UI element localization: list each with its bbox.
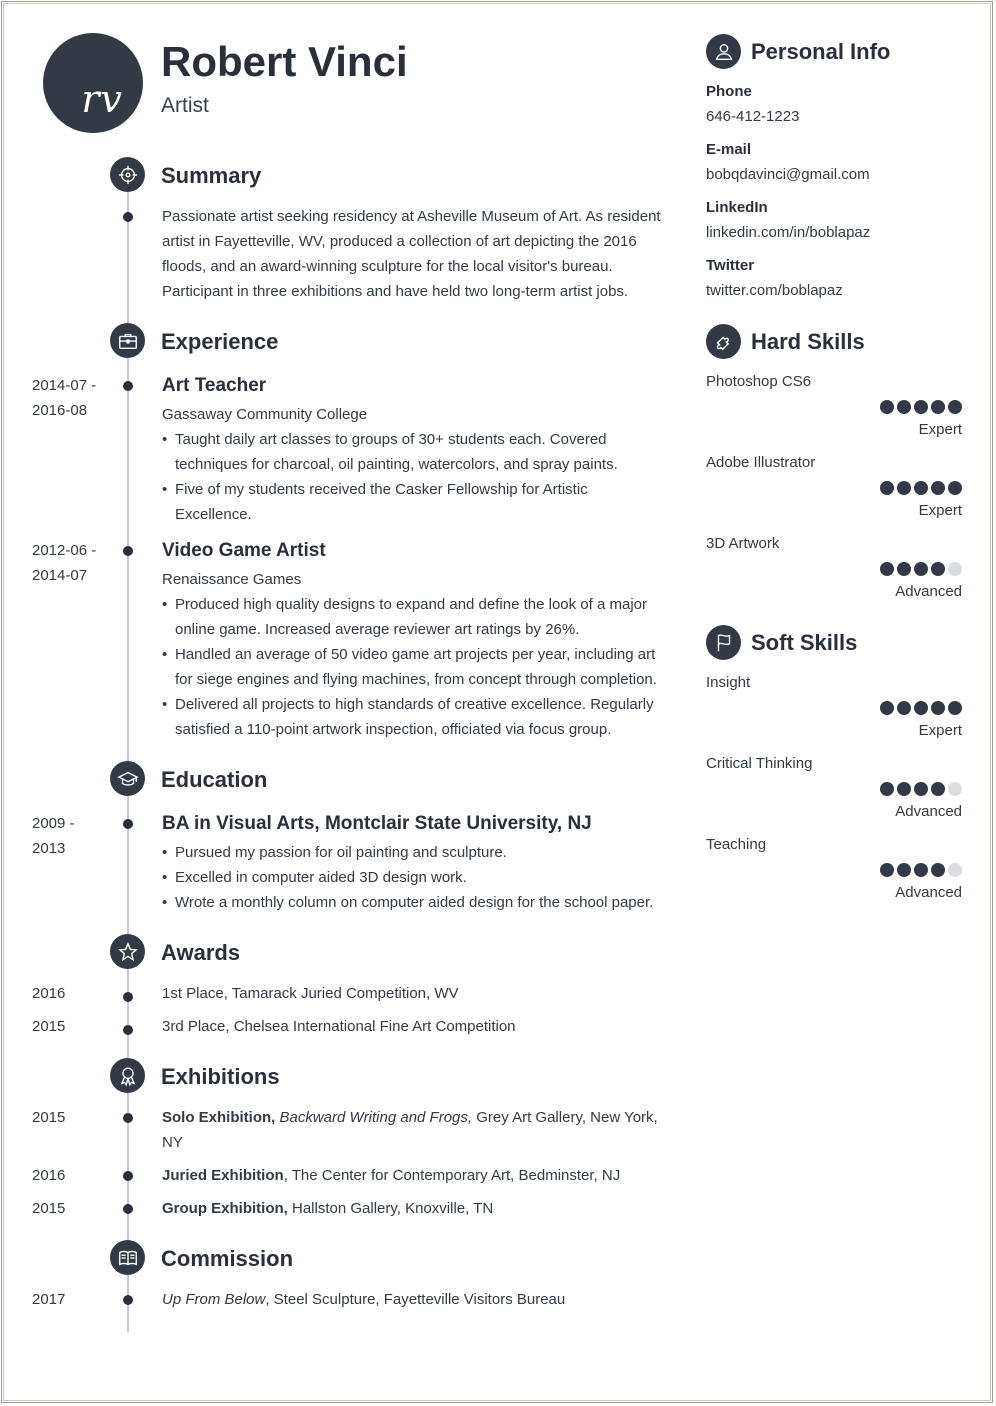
exhibition-year: 2015 bbox=[32, 1200, 66, 1217]
list-item: • Pursued my passion for oil painting and sculpture. bbox=[162, 840, 667, 865]
award-text: 3rd Place, Chelsea International Fine Art Competition bbox=[162, 1018, 516, 1035]
timeline-dot bbox=[123, 1204, 133, 1214]
target-icon bbox=[110, 157, 145, 192]
rating-dot-filled bbox=[914, 481, 928, 495]
candidate-name: Robert Vinci bbox=[161, 38, 408, 85]
rating-dot-filled bbox=[880, 701, 894, 715]
award-year: 2015 bbox=[32, 1018, 66, 1035]
job-bullets bbox=[162, 427, 667, 527]
ribbon-icon bbox=[110, 1058, 145, 1093]
job-date: 2012-06 - 2014-07 bbox=[32, 542, 97, 584]
summary-heading: Summary bbox=[161, 163, 262, 188]
experience-heading: Experience bbox=[161, 329, 279, 354]
skill-name: Photoshop CS6 bbox=[706, 373, 812, 390]
job-title: Art Teacher bbox=[162, 375, 267, 396]
skill-level: Advanced bbox=[895, 803, 962, 820]
rating-dot-filled bbox=[880, 782, 894, 796]
rating-dot-filled bbox=[914, 782, 928, 796]
rating-dot-filled bbox=[897, 863, 911, 877]
rating-dot-filled bbox=[948, 481, 962, 495]
phone-label: Phone bbox=[706, 83, 752, 100]
exhibition-year: 2016 bbox=[32, 1167, 66, 1184]
rating-dot-filled bbox=[897, 400, 911, 414]
hard-skills-heading: Hard Skills bbox=[751, 329, 865, 354]
briefcase-icon bbox=[110, 323, 145, 358]
timeline-dot bbox=[123, 992, 133, 1002]
job-date: 2014-07 - 2016-08 bbox=[32, 377, 97, 419]
job-org: Renaissance Games bbox=[162, 571, 302, 588]
rating-dot-filled bbox=[914, 701, 928, 715]
rating-dot-filled bbox=[931, 562, 945, 576]
timeline-dot bbox=[123, 819, 133, 829]
soft-skills-heading: Soft Skills bbox=[751, 630, 858, 655]
skill-level: Advanced bbox=[895, 884, 962, 901]
exhibition-year: 2015 bbox=[32, 1109, 66, 1126]
timeline-dot bbox=[123, 381, 133, 391]
exhibition-text: Juried Exhibition, The Center for Contemporary Art, Bedminster, NJ bbox=[162, 1167, 621, 1184]
skill-name: Adobe Illustrator bbox=[706, 454, 816, 471]
monogram-avatar bbox=[43, 33, 143, 133]
skill-name: Teaching bbox=[706, 836, 767, 853]
timeline-dot bbox=[123, 546, 133, 556]
timeline-dot bbox=[123, 1025, 133, 1035]
list-item: • Taught daily art classes to groups of 30+ students each. Covered techniques for charcoal, oil painting, watercolors, and spray paints. bbox=[162, 427, 667, 477]
linkedin-value: linkedin.com/in/boblapaz bbox=[706, 224, 871, 241]
awards-heading: Awards bbox=[161, 940, 241, 965]
rating-dot-filled bbox=[880, 863, 894, 877]
flag-icon bbox=[706, 625, 741, 660]
skill-name: Insight bbox=[706, 674, 751, 691]
user-icon bbox=[706, 34, 741, 69]
rating-dot-filled bbox=[931, 863, 945, 877]
email-value: bobqdavinci@gmail.com bbox=[706, 166, 870, 183]
rating-dot-filled bbox=[931, 481, 945, 495]
skill-level: Expert bbox=[918, 722, 962, 739]
star-icon bbox=[110, 934, 145, 969]
skill-rating bbox=[880, 863, 962, 877]
exhibitions-heading: Exhibitions bbox=[161, 1064, 280, 1089]
twitter-value: twitter.com/boblapaz bbox=[706, 282, 843, 299]
job-org: Gassaway Community College bbox=[162, 406, 368, 423]
rating-dot-filled bbox=[880, 562, 894, 576]
rating-dot-filled bbox=[914, 863, 928, 877]
skill-rating bbox=[880, 782, 962, 796]
list-item: • Excelled in computer aided 3D design work. bbox=[162, 865, 667, 890]
timeline-dot bbox=[123, 1171, 133, 1181]
monogram-initials: rv bbox=[81, 77, 123, 121]
rating-dot-filled bbox=[897, 701, 911, 715]
timeline-dot bbox=[123, 212, 133, 222]
list-item: • Delivered all projects to high standards of creative excellence. Regularly satisfied a 110-point artwork inspection, officiated via focus group. bbox=[162, 692, 667, 742]
rating-dot-filled bbox=[897, 481, 911, 495]
education-date: 2009 - 2013 bbox=[32, 815, 75, 857]
twitter-label: Twitter bbox=[706, 257, 755, 274]
skill-rating bbox=[880, 562, 962, 576]
rating-dot-empty bbox=[948, 562, 962, 576]
award-text: 1st Place, Tamarack Juried Competition, WV bbox=[162, 985, 459, 1002]
commission-text: Up From Below, Steel Sculpture, Fayetteville Visitors Bureau bbox=[162, 1291, 566, 1308]
list-item: • Produced high quality designs to expand and define the look of a major online game. Increased average reviewer art ratings by 26%. bbox=[162, 592, 667, 642]
linkedin-label: LinkedIn bbox=[706, 199, 768, 216]
rating-dot-filled bbox=[897, 782, 911, 796]
skill-name: Critical Thinking bbox=[706, 755, 813, 772]
job-bullets bbox=[162, 592, 667, 742]
timeline-dot bbox=[123, 1113, 133, 1123]
list-item: • Handled an average of 50 video game art projects per year, including art for siege engines and flying machines, from concept through completion. bbox=[162, 642, 667, 692]
education-bullets bbox=[162, 840, 667, 915]
rating-dot-filled bbox=[880, 481, 894, 495]
rating-dot-filled bbox=[931, 782, 945, 796]
rating-dot-empty bbox=[948, 782, 962, 796]
personal-info-heading: Personal Info bbox=[751, 39, 891, 64]
commission-heading: Commission bbox=[161, 1246, 294, 1271]
rating-dot-filled bbox=[948, 701, 962, 715]
rating-dot-filled bbox=[931, 400, 945, 414]
skill-level: Advanced bbox=[895, 583, 962, 600]
phone-value: 646-412-1223 bbox=[706, 108, 800, 125]
rating-dot-empty bbox=[948, 863, 962, 877]
rating-dot-filled bbox=[880, 400, 894, 414]
skill-level: Expert bbox=[918, 502, 962, 519]
rating-dot-filled bbox=[914, 400, 928, 414]
job-title: Video Game Artist bbox=[162, 540, 326, 561]
award-year: 2016 bbox=[32, 985, 66, 1002]
timeline-dot bbox=[123, 1295, 133, 1305]
exhibition-text: Group Exhibition, Hallston Gallery, Knoxville, TN bbox=[162, 1200, 494, 1217]
degree-title: BA in Visual Arts, Montclair State University, NJ bbox=[162, 813, 592, 834]
skill-rating bbox=[880, 701, 962, 715]
candidate-title: Artist bbox=[161, 94, 209, 117]
rating-dot-filled bbox=[931, 701, 945, 715]
exhibition-text: Solo Exhibition, Backward Writing and Frogs, Grey Art Gallery, New York, NY bbox=[162, 1109, 658, 1151]
book-icon bbox=[110, 1240, 145, 1275]
rating-dot-filled bbox=[948, 400, 962, 414]
rating-dot-filled bbox=[914, 562, 928, 576]
skill-level: Expert bbox=[918, 421, 962, 438]
commission-year: 2017 bbox=[32, 1291, 66, 1308]
summary-text: Passionate artist seeking residency at Asheville Museum of Art. As resident artist in Fayetteville, WV, produced a collection of art depicting the 2016 floods, and an award-winning sculpture for the local visitor's bureau. Participant in three exhibitions and have held two long-term artist jobs. bbox=[162, 208, 661, 300]
graduation-cap-icon bbox=[110, 761, 145, 796]
skill-rating bbox=[880, 400, 962, 414]
skill-name: 3D Artwork bbox=[706, 535, 780, 552]
rating-dot-filled bbox=[897, 562, 911, 576]
puzzle-icon bbox=[706, 324, 741, 359]
skill-rating bbox=[880, 481, 962, 495]
email-label: E-mail bbox=[706, 141, 752, 158]
list-item: • Five of my students received the Casker Fellowship for Artistic Excellence. bbox=[162, 477, 667, 527]
list-item: • Wrote a monthly column on computer aided design for the school paper. bbox=[162, 890, 667, 915]
education-heading: Education bbox=[161, 767, 268, 792]
